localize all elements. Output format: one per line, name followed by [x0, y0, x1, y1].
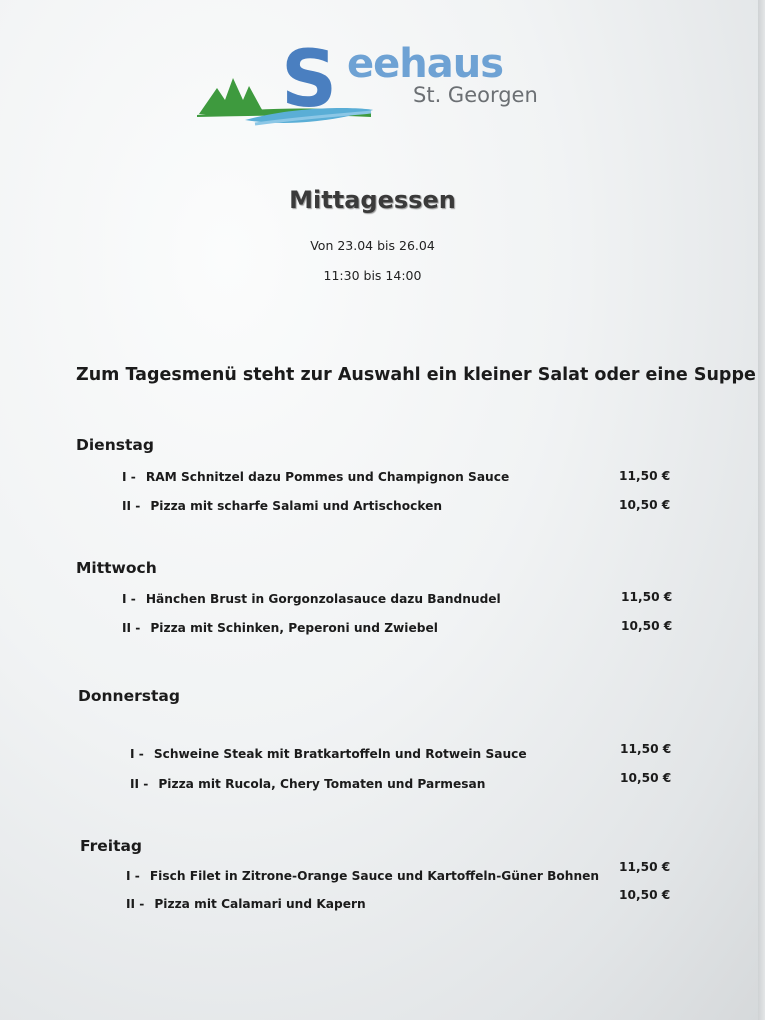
item-number: II -	[122, 499, 141, 513]
item-number: I -	[122, 470, 136, 484]
menu-intro: Zum Tagesmenü steht zur Auswahl ein kleiner Salat oder eine Suppe	[76, 365, 756, 385]
day-heading-donnerstag: Donnerstag	[78, 687, 180, 705]
item-number: II -	[122, 621, 141, 635]
item-price: 10,50 €	[619, 888, 671, 902]
item-number: I -	[122, 592, 136, 606]
logo-subtitle: St. Georgen	[413, 83, 538, 107]
item-dish: Pizza mit scharfe Salami und Artischocken	[150, 499, 443, 513]
item-price: 11,50 €	[621, 590, 673, 604]
item-dish: Pizza mit Schinken, Peperoni und Zwiebel	[150, 621, 438, 635]
item-number: I -	[126, 869, 140, 883]
day-heading-dienstag: Dienstag	[76, 436, 154, 454]
item-dish: Hänchen Brust in Gorgonzolasauce dazu Bandnudel	[145, 592, 501, 606]
item-dish: RAM Schnitzel dazu Pommes und Champignon Sauce	[145, 470, 510, 484]
page-title: Mittagessen	[289, 186, 456, 214]
item-number: II -	[126, 897, 145, 911]
date-range: Von 23.04 bis 26.04	[310, 238, 435, 253]
menu-item	[126, 869, 599, 883]
menu-item	[122, 621, 438, 635]
item-number: I -	[130, 747, 144, 761]
menu-item	[126, 897, 366, 911]
logo-letter: S	[281, 35, 336, 125]
item-price: 10,50 €	[620, 771, 672, 785]
seehaus-logo	[195, 35, 555, 133]
item-price: 11,50 €	[619, 469, 671, 483]
menu-item	[122, 592, 501, 606]
item-price: 11,50 €	[620, 742, 672, 756]
item-price: 11,50 €	[619, 860, 671, 874]
menu-item	[122, 470, 509, 484]
item-price: 10,50 €	[619, 498, 671, 512]
item-number: II -	[130, 777, 149, 791]
logo-wordmark: eehaus	[347, 41, 504, 87]
item-dish: Pizza mit Calamari und Kapern	[154, 897, 366, 911]
item-dish: Fisch Filet in Zitrone-Orange Sauce und Kartoffeln-Güner Bohnen	[149, 869, 600, 883]
item-dish: Pizza mit Rucola, Chery Tomaten und Parmesan	[158, 777, 486, 791]
menu-item	[130, 777, 485, 791]
item-price: 10,50 €	[621, 619, 673, 633]
serving-hours: 11:30 bis 14:00	[323, 268, 422, 283]
menu-item	[122, 499, 442, 513]
page-edge	[758, 0, 765, 1020]
day-heading-mittwoch: Mittwoch	[76, 559, 157, 577]
day-heading-freitag: Freitag	[80, 837, 143, 855]
item-dish: Schweine Steak mit Bratkartoffeln und Rotwein Sauce	[153, 747, 527, 761]
menu-item	[130, 747, 527, 761]
